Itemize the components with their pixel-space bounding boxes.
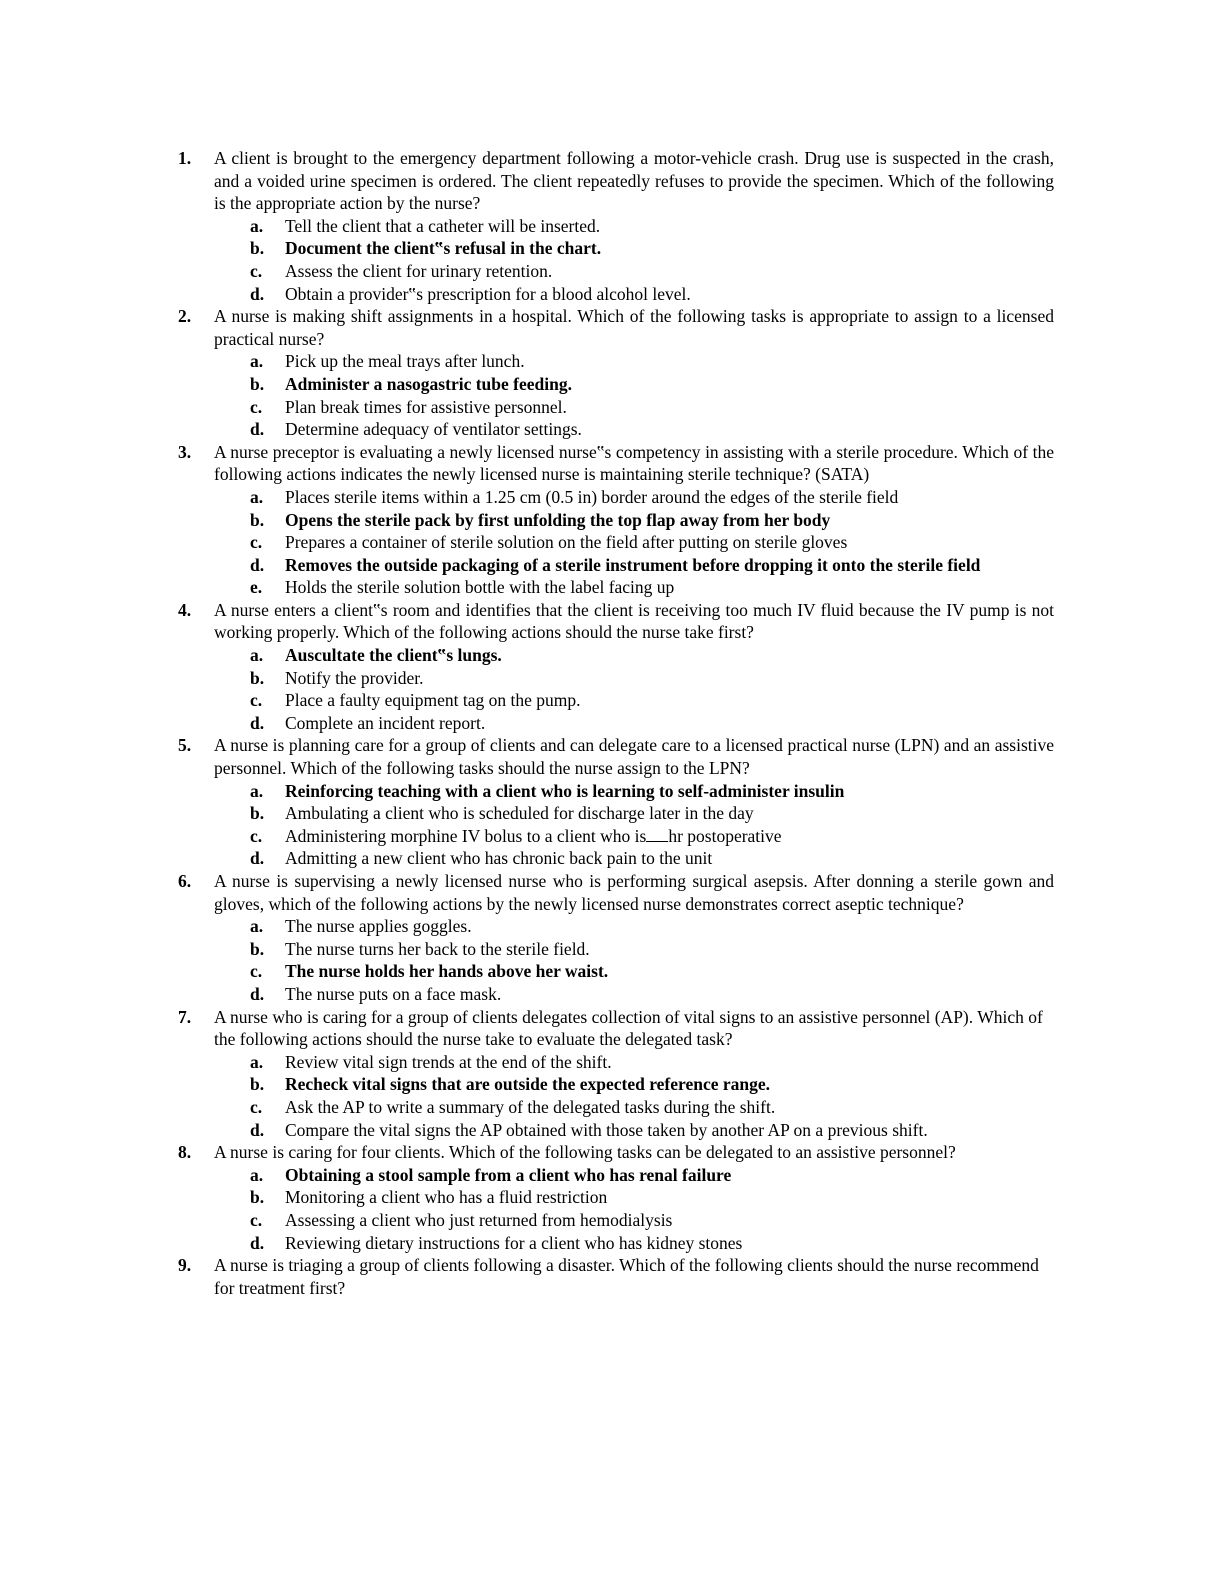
question-stem: A nurse is caring for four clients. Which of the following tasks can be delegated to an assistive personnel?: [214, 1142, 956, 1163]
option-text: Tell the client that a catheter will be inserted.: [285, 215, 601, 236]
answer-option-correct: [0, 1073, 1005, 1096]
option-text: The nurse turns her back to the sterile field.: [285, 938, 590, 959]
answer-option: [0, 1209, 1005, 1232]
option-letter: c.: [250, 396, 263, 417]
answer-options: [0, 1051, 1224, 1141]
option-letter: c.: [250, 825, 263, 846]
answer-option-correct: [0, 780, 1005, 803]
option-letter: d.: [250, 1232, 265, 1253]
option-letter: b.: [250, 1074, 265, 1095]
question-number: 2.: [178, 306, 192, 327]
question-stem: A nurse is planning care for a group of clients and can delegate care to a licensed practical nurse (LPN) and an assistive personnel. Which of the following tasks should the nurse assign to the LPN?: [214, 735, 1054, 779]
option-letter: b.: [250, 238, 265, 259]
option-text: The nurse holds her hands above her waist.: [285, 961, 609, 982]
option-text: Monitoring a client who has a fluid restriction: [285, 1187, 608, 1208]
option-text: Places sterile items within a 1.25 cm (0.5 in) border around the edges of the sterile field: [285, 486, 899, 507]
answer-option: [0, 1119, 1005, 1142]
answer-option: [0, 486, 1005, 509]
question-item: [0, 1141, 1224, 1254]
option-letter: c.: [250, 532, 263, 553]
question-number: 6.: [178, 871, 192, 891]
answer-option-correct: [0, 1164, 1005, 1187]
answer-option: [0, 712, 1005, 735]
option-letter: c.: [250, 961, 263, 982]
question-stem: A nurse who is caring for a group of clients delegates collection of vital signs to an assistive personnel (AP). Which of the following actions should the nurse take to evaluate the delegated task?: [214, 1006, 1043, 1050]
question-number: 7.: [178, 1006, 192, 1027]
option-letter: a.: [250, 486, 264, 507]
answer-option: [0, 825, 1005, 848]
option-letter: d.: [250, 983, 265, 1004]
option-text: Compare the vital signs the AP obtained with those taken by another AP on a previous shift.: [285, 1119, 928, 1140]
answer-option-correct: [0, 373, 1005, 396]
answer-option: [0, 1096, 1005, 1119]
answer-option: [0, 802, 1005, 825]
option-text: Plan break times for assistive personnel.: [285, 396, 567, 417]
option-text: Recheck vital signs that are outside the expected reference range.: [285, 1074, 771, 1095]
option-text: Pick up the meal trays after lunch.: [285, 351, 525, 372]
option-text-before-blank: Administering morphine IV bolus to a client who is: [285, 825, 647, 846]
option-letter: d.: [250, 712, 265, 733]
option-letter: a.: [250, 780, 264, 801]
option-text: Opens the sterile pack by first unfolding the top flap away from her body: [285, 509, 831, 530]
option-letter: c.: [250, 690, 263, 711]
answer-option-correct: [0, 644, 1005, 667]
option-text: [285, 826, 782, 846]
option-text: Auscultate the client‟s lungs.: [285, 645, 502, 666]
answer-option: [0, 915, 1005, 938]
answer-option-correct: [0, 554, 1005, 577]
answer-options: [0, 215, 1224, 305]
option-text: Administer a nasogastric tube feeding.: [285, 373, 572, 394]
answer-options: [0, 1164, 1224, 1254]
question-item: [0, 734, 1224, 870]
answer-options: [0, 350, 1224, 440]
answer-option: [0, 418, 1005, 441]
answer-option: [0, 689, 1005, 712]
question-stem: A nurse is making shift assignments in a hospital. Which of the following tasks is appropriate to assign to a licensed practical nurse?: [214, 306, 1054, 349]
option-letter: d.: [250, 554, 265, 575]
answer-option: [0, 283, 1005, 306]
option-letter: d.: [250, 848, 265, 869]
question-item: [0, 147, 1224, 305]
option-text: Reviewing dietary instructions for a client who has kidney stones: [285, 1232, 743, 1253]
option-letter: d.: [250, 1119, 265, 1140]
question-number: 3.: [178, 441, 192, 462]
question-stem: A nurse is triaging a group of clients following a disaster. Which of the following clients should the nurse recommend for treatment first?: [214, 1255, 1039, 1298]
option-letter: b.: [250, 373, 265, 394]
option-letter: d.: [250, 419, 265, 440]
question-item: [0, 1254, 1224, 1299]
option-letter: a.: [250, 645, 264, 666]
answer-option: [0, 576, 1005, 599]
fill-in-blank: [646, 827, 668, 842]
answer-option-correct: [0, 509, 1005, 532]
question-number: 1.: [178, 148, 192, 168]
option-text: Admitting a new client who has chronic back pain to the unit: [285, 848, 713, 869]
question-stem: A nurse enters a client‟s room and identifies that the client is receiving too much IV fluid because the IV pump is not working properly. Which of the following actions should the nurse take first?: [214, 599, 1054, 643]
option-letter: c.: [250, 260, 263, 281]
answer-options: [0, 780, 1224, 870]
answer-options: [0, 486, 1224, 599]
option-text: Assessing a client who just returned from hemodialysis: [285, 1209, 673, 1230]
option-text: Notify the provider.: [285, 667, 424, 688]
option-letter: e.: [250, 577, 263, 598]
question-number: 4.: [178, 599, 192, 620]
option-letter: c.: [250, 1096, 263, 1117]
question-stem: A nurse preceptor is evaluating a newly licensed nurse‟s competency in assisting with a sterile procedure. Which of the following actions indicates the newly licensed nurse is maintaining sterile technique? (SATA): [214, 441, 1054, 485]
option-text: Prepares a container of sterile solution on the field after putting on sterile gloves: [285, 532, 848, 553]
option-text: The nurse applies goggles.: [285, 916, 472, 937]
option-letter: b.: [250, 938, 265, 959]
option-letter: a.: [250, 916, 264, 937]
answer-option: [0, 1232, 1005, 1255]
option-letter: b.: [250, 1187, 265, 1208]
answer-option-correct: [0, 960, 1005, 983]
question-item: [0, 870, 1224, 1006]
option-text: Removes the outside packaging of a sterile instrument before dropping it onto the sterile field: [285, 554, 981, 575]
answer-option: [0, 983, 1005, 1006]
answer-option: [0, 847, 1005, 870]
option-letter: a.: [250, 1051, 264, 1072]
question-item: [0, 599, 1224, 735]
option-letter: b.: [250, 509, 265, 530]
question-stem: A client is brought to the emergency department following a motor-vehicle crash. Drug use is suspected in the crash, and a voided urine specimen is ordered. The client repeatedly refuses to provide the specimen. Which of the following is the appropriate action by the nurse?: [214, 148, 1054, 214]
option-letter: a.: [250, 215, 264, 236]
option-text: Holds the sterile solution bottle with the label facing up: [285, 577, 675, 598]
option-text: Assess the client for urinary retention.: [285, 260, 553, 281]
question-stem: A nurse is supervising a newly licensed nurse who is performing surgical asepsis. After donning a sterile gown and gloves, which of the following actions by the newly licensed nurse demonstrates correct aseptic technique?: [214, 871, 1054, 914]
option-text: Place a faulty equipment tag on the pump.: [285, 690, 581, 711]
question-number: 9.: [178, 1255, 192, 1276]
question-number: 8.: [178, 1142, 192, 1163]
option-text: Complete an incident report.: [285, 712, 486, 733]
answer-option: [0, 531, 1005, 554]
option-letter: a.: [250, 351, 264, 372]
option-text: Obtain a provider‟s prescription for a blood alcohol level.: [285, 283, 691, 304]
answer-options: [0, 644, 1224, 734]
answer-option: [0, 1051, 1005, 1074]
answer-option: [0, 396, 1005, 419]
answer-option: [0, 215, 1005, 238]
answer-option: [0, 938, 1005, 961]
question-number: 5.: [178, 735, 192, 756]
option-text: Determine adequacy of ventilator settings.: [285, 419, 582, 440]
option-letter: d.: [250, 283, 265, 304]
option-text: Review vital sign trends at the end of the shift.: [285, 1051, 612, 1072]
option-letter: a.: [250, 1164, 264, 1185]
question-list: [0, 147, 1224, 1299]
question-item: [0, 1006, 1224, 1142]
option-letter: b.: [250, 667, 265, 688]
option-text: Obtaining a stool sample from a client who has renal failure: [285, 1164, 732, 1185]
question-item: [0, 441, 1224, 599]
answer-option: [0, 1186, 1005, 1209]
option-text: Document the client‟s refusal in the chart.: [285, 238, 602, 259]
option-text: Reinforcing teaching with a client who is learning to self-administer insulin: [285, 780, 845, 801]
option-text: Ambulating a client who is scheduled for discharge later in the day: [285, 803, 754, 824]
answer-option: [0, 350, 1005, 373]
option-text: Ask the AP to write a summary of the delegated tasks during the shift.: [285, 1096, 776, 1117]
answer-option-correct: [0, 237, 1005, 260]
option-text: The nurse puts on a face mask.: [285, 983, 502, 1004]
option-text-after-blank: hr postoperative: [668, 825, 782, 846]
answer-options: [0, 915, 1224, 1005]
answer-option: [0, 260, 1005, 283]
answer-option: [0, 667, 1005, 690]
question-item: [0, 305, 1224, 441]
option-letter: b.: [250, 803, 265, 824]
option-letter: c.: [250, 1209, 263, 1230]
